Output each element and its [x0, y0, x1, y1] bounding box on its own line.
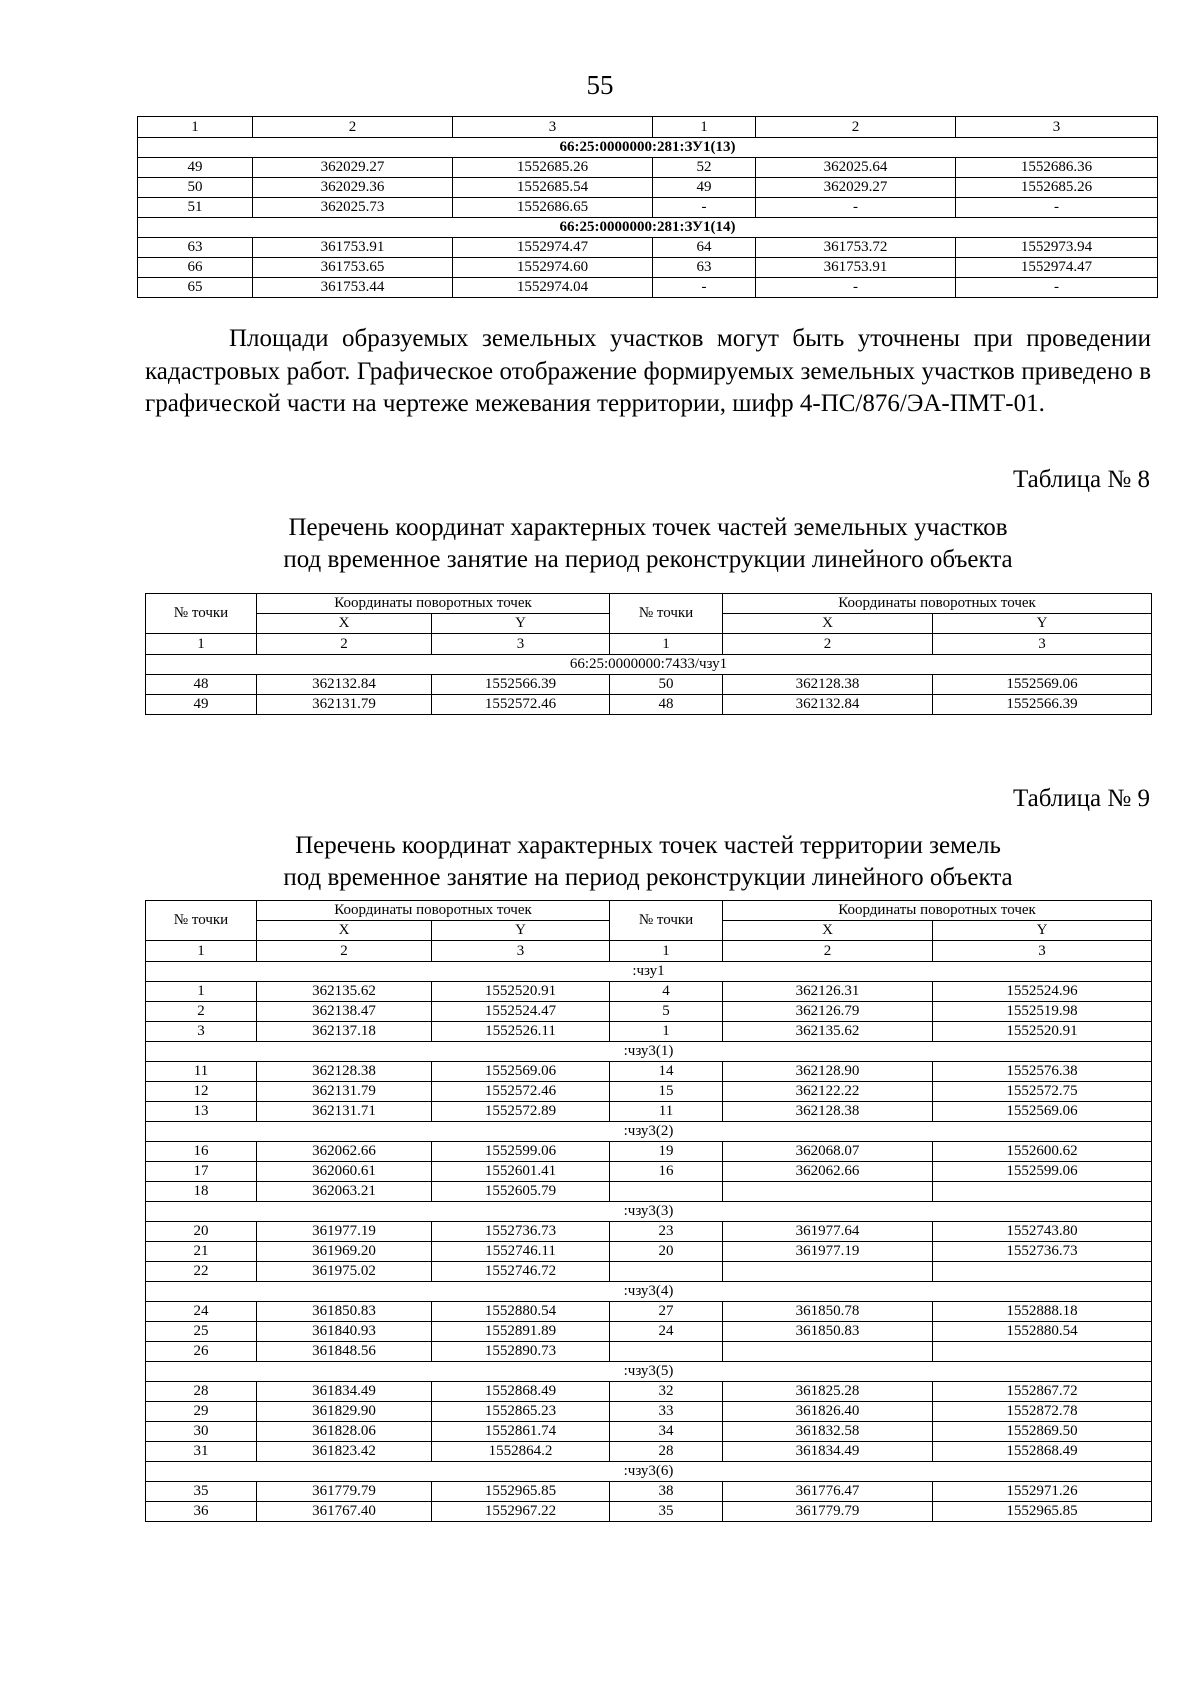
- table-cell: 361850.78: [723, 1302, 933, 1322]
- table-cell: -: [956, 278, 1158, 298]
- areas-note-paragraph: Площади образуемых земельных участков могут быть уточнены при проведении кадастровых работ. Графическое отображение формируемых земельных участков приведено в графической части на чертеже межевания территории, шифр 4-ПС/876/ЭА-ПМТ-01.: [145, 325, 1151, 417]
- table-cell: 27: [610, 1302, 723, 1322]
- table-cell: 1552746.72: [432, 1262, 610, 1282]
- table-cell: 361834.49: [723, 1442, 933, 1462]
- table-cell: [723, 1182, 933, 1202]
- table-cell: 15: [610, 1082, 723, 1102]
- table-row: [146, 1422, 1152, 1442]
- table-cell: 63: [138, 238, 253, 258]
- table-row: [138, 258, 1158, 278]
- table-cell: 1552605.79: [432, 1182, 610, 1202]
- column-number-cell: 3: [432, 634, 610, 655]
- table-cell: 1552974.60: [453, 258, 653, 278]
- table-cell: 1552524.96: [933, 982, 1152, 1002]
- table-cell: -: [756, 198, 956, 218]
- table-8: [145, 593, 1152, 715]
- table-cell: 361829.90: [257, 1402, 432, 1422]
- table-cell: 362138.47: [257, 1002, 432, 1022]
- table-cell: 362126.79: [723, 1002, 933, 1022]
- table-cell: 1552872.78: [933, 1402, 1152, 1422]
- table-cell: 32: [610, 1382, 723, 1402]
- header-coords: Координаты поворотных точек: [723, 901, 1152, 921]
- section-row: [146, 655, 1152, 675]
- table-9: [145, 900, 1152, 1522]
- table-cell: 362062.66: [723, 1162, 933, 1182]
- table-row: [146, 1242, 1152, 1262]
- section-row: [146, 962, 1152, 982]
- column-number-cell: 1: [653, 117, 756, 138]
- table-cell: 362135.62: [257, 982, 432, 1002]
- table-cell: 1552601.41: [432, 1162, 610, 1182]
- table-cell: 361848.56: [257, 1342, 432, 1362]
- section-label: :чзу1: [146, 962, 1152, 982]
- table-row: [138, 198, 1158, 218]
- table-cell: 1552971.26: [933, 1482, 1152, 1502]
- table-cell: 64: [653, 238, 756, 258]
- table-cell: 51: [138, 198, 253, 218]
- table-cell: 362131.79: [257, 1082, 432, 1102]
- table-cell: 18: [146, 1182, 257, 1202]
- table-cell: [933, 1262, 1152, 1282]
- section-row: [146, 1042, 1152, 1062]
- table-cell: 361779.79: [723, 1502, 933, 1522]
- table-cell: 1552974.47: [956, 258, 1158, 278]
- header-y: Y: [933, 614, 1152, 634]
- table-cell: 49: [146, 695, 257, 715]
- table-cell: 50: [138, 178, 253, 198]
- table-cell: 20: [610, 1242, 723, 1262]
- table-row: [146, 1382, 1152, 1402]
- header-x: X: [723, 614, 933, 634]
- table-cell: 5: [610, 1002, 723, 1022]
- table-cell: 50: [610, 675, 723, 695]
- table-cell: 11: [610, 1102, 723, 1122]
- table-cell: 1552869.50: [933, 1422, 1152, 1442]
- table-cell: 1552743.80: [933, 1222, 1152, 1242]
- table-8-title: [145, 512, 1151, 576]
- table-cell: 25: [146, 1322, 257, 1342]
- table-cell: 1552569.06: [933, 675, 1152, 695]
- table-cell: 49: [138, 158, 253, 178]
- table-cell: [610, 1262, 723, 1282]
- table-cell: 1552569.06: [432, 1062, 610, 1082]
- header-x: X: [723, 921, 933, 941]
- table-cell: 361779.79: [257, 1482, 432, 1502]
- table-cell: [610, 1342, 723, 1362]
- table-cell: 14: [610, 1062, 723, 1082]
- table-cell: 30: [146, 1422, 257, 1442]
- column-number-cell: 2: [756, 117, 956, 138]
- table-cell: 361767.40: [257, 1502, 432, 1522]
- table-cell: 1552572.89: [432, 1102, 610, 1122]
- column-number-cell: 3: [453, 117, 653, 138]
- table-cell: [723, 1262, 933, 1282]
- table-cell: 1552868.49: [432, 1382, 610, 1402]
- table-cell: 1552524.47: [432, 1002, 610, 1022]
- table-cell: 1552569.06: [933, 1102, 1152, 1122]
- table-cell: -: [653, 278, 756, 298]
- table-cell: 19: [610, 1142, 723, 1162]
- table-9-number: Таблица № 9: [1012, 785, 1150, 812]
- table-cell: 362137.18: [257, 1022, 432, 1042]
- table-cell: 362025.73: [253, 198, 453, 218]
- header-x: X: [257, 614, 432, 634]
- table-cell: 21: [146, 1242, 257, 1262]
- table-cell: 1552746.11: [432, 1242, 610, 1262]
- table-cell: 1552880.54: [933, 1322, 1152, 1342]
- section-row: [138, 138, 1158, 158]
- table-cell: 1552599.06: [432, 1142, 610, 1162]
- column-number-cell: 1: [146, 941, 257, 962]
- table-row: [138, 178, 1158, 198]
- header-y: Y: [432, 921, 610, 941]
- table-cell: 1552965.85: [432, 1482, 610, 1502]
- table-cell: 1552572.46: [432, 695, 610, 715]
- table-row: [138, 278, 1158, 298]
- header-y: Y: [933, 921, 1152, 941]
- table-cell: 1552566.39: [432, 675, 610, 695]
- table-cell: 1552891.89: [432, 1322, 610, 1342]
- table-cell: 20: [146, 1222, 257, 1242]
- section-label: 66:25:0000000:7433/чзу1: [146, 655, 1152, 675]
- section-row: [146, 1282, 1152, 1302]
- table-row: [146, 1442, 1152, 1462]
- table-cell: 4: [610, 982, 723, 1002]
- header-point: № точки: [610, 901, 723, 941]
- column-number-cell: 3: [933, 941, 1152, 962]
- table-cell: 1552600.62: [933, 1142, 1152, 1162]
- table-cell: 35: [610, 1502, 723, 1522]
- table-cell: 1552520.91: [432, 982, 610, 1002]
- table-cell: 13: [146, 1102, 257, 1122]
- table-cell: 362063.21: [257, 1182, 432, 1202]
- table-row: [146, 695, 1152, 715]
- table-cell: 48: [146, 675, 257, 695]
- section-label: :чзу3(1): [146, 1042, 1152, 1062]
- table-cell: 1552686.36: [956, 158, 1158, 178]
- table-cell: 361977.64: [723, 1222, 933, 1242]
- table-row: [138, 158, 1158, 178]
- column-number-cell: 1: [610, 941, 723, 962]
- table-cell: 49: [653, 178, 756, 198]
- table-cell: 362128.90: [723, 1062, 933, 1082]
- table-cell: 1: [146, 982, 257, 1002]
- table-cell: 361850.83: [723, 1322, 933, 1342]
- column-number-cell: 2: [723, 941, 933, 962]
- table-cell: 362128.38: [723, 1102, 933, 1122]
- table-cell: 362131.71: [257, 1102, 432, 1122]
- table-cell: 52: [653, 158, 756, 178]
- table-cell: 361753.44: [253, 278, 453, 298]
- table-cell: 1552865.23: [432, 1402, 610, 1422]
- table-cell: 1552519.98: [933, 1002, 1152, 1022]
- column-number-cell: 3: [933, 634, 1152, 655]
- table-cell: 362062.66: [257, 1142, 432, 1162]
- table-cell: 362132.84: [723, 695, 933, 715]
- table-row: [146, 1182, 1152, 1202]
- table-cell: 2: [146, 1002, 257, 1022]
- table-cell: 1552599.06: [933, 1162, 1152, 1182]
- table-cell: 28: [610, 1442, 723, 1462]
- column-number-row: [146, 634, 1152, 655]
- table-cell: 34: [610, 1422, 723, 1442]
- table-row: [146, 1342, 1152, 1362]
- table-cell: 38: [610, 1482, 723, 1502]
- table-cell: 362029.36: [253, 178, 453, 198]
- section-label: :чзу3(4): [146, 1282, 1152, 1302]
- table-row: [146, 1302, 1152, 1322]
- table-cell: 362131.79: [257, 695, 432, 715]
- table-cell: 1552888.18: [933, 1302, 1152, 1322]
- table-cell: 362128.38: [723, 675, 933, 695]
- table-cell: 362126.31: [723, 982, 933, 1002]
- table-cell: 16: [610, 1162, 723, 1182]
- column-number-cell: 2: [253, 117, 453, 138]
- table-cell: 11: [146, 1062, 257, 1082]
- table-cell: 1552867.72: [933, 1382, 1152, 1402]
- column-number-row: [138, 117, 1158, 138]
- table-cell: [933, 1342, 1152, 1362]
- column-number-cell: 3: [956, 117, 1158, 138]
- table-cell: 361753.72: [756, 238, 956, 258]
- table-cell: 361753.91: [756, 258, 956, 278]
- header-point: № точки: [610, 594, 723, 634]
- section-row: [146, 1462, 1152, 1482]
- section-label: :чзу3(3): [146, 1202, 1152, 1222]
- table-cell: 362132.84: [257, 675, 432, 695]
- table-cell: 361753.65: [253, 258, 453, 278]
- table-cell: 361828.06: [257, 1422, 432, 1442]
- table-row: [146, 982, 1152, 1002]
- table-8-title-line1: Перечень координат характерных точек частей земельных участков: [288, 514, 1008, 541]
- table-cell: 1552686.65: [453, 198, 653, 218]
- table-cell: 66: [138, 258, 253, 278]
- table-cell: 63: [653, 258, 756, 278]
- column-number-cell: 1: [610, 634, 723, 655]
- page-number: 55: [586, 70, 614, 100]
- table-row: [146, 1022, 1152, 1042]
- table-cell: 362135.62: [723, 1022, 933, 1042]
- table-cell: 362025.64: [756, 158, 956, 178]
- table-cell: 1552967.22: [432, 1502, 610, 1522]
- table-cell: 361753.91: [253, 238, 453, 258]
- table-cell: 16: [146, 1142, 257, 1162]
- table-row: [146, 1082, 1152, 1102]
- table-cell: 362122.22: [723, 1082, 933, 1102]
- table-cell: 23: [610, 1222, 723, 1242]
- table-cell: [933, 1182, 1152, 1202]
- table-cell: 1552868.49: [933, 1442, 1152, 1462]
- table-cell: 48: [610, 695, 723, 715]
- table-cell: 361834.49: [257, 1382, 432, 1402]
- table-cell: 1552864.2: [432, 1442, 610, 1462]
- column-number-row: [146, 941, 1152, 962]
- table-cell: 65: [138, 278, 253, 298]
- column-number-cell: 2: [257, 634, 432, 655]
- section-row: [138, 218, 1158, 238]
- table-cell: [610, 1182, 723, 1202]
- table-cell: 28: [146, 1382, 257, 1402]
- table-row: [146, 1402, 1152, 1422]
- header-coords: Координаты поворотных точек: [257, 901, 610, 921]
- table-cell: 3: [146, 1022, 257, 1042]
- table-cell: 26: [146, 1342, 257, 1362]
- table-cell: 362128.38: [257, 1062, 432, 1082]
- table-cell: 1552736.73: [432, 1222, 610, 1242]
- table-row: [146, 675, 1152, 695]
- column-number-cell: 2: [723, 634, 933, 655]
- table-row: [146, 1322, 1152, 1342]
- table-8-number: Таблица № 8: [1012, 466, 1150, 493]
- table-cell: 1552974.47: [453, 238, 653, 258]
- section-label: 66:25:0000000:281:ЗУ1(13): [138, 138, 1158, 158]
- table-cell: 361825.28: [723, 1382, 933, 1402]
- header-coords: Координаты поворотных точек: [257, 594, 610, 614]
- table-8-title-line2: под временное занятие на период реконструкции линейного объекта: [283, 546, 1013, 573]
- table-cell: 24: [610, 1322, 723, 1342]
- table-cell: 362029.27: [756, 178, 956, 198]
- table-row: [146, 1502, 1152, 1522]
- table-cell: 17: [146, 1162, 257, 1182]
- table-9-title: [145, 830, 1151, 894]
- table-row: [146, 1142, 1152, 1162]
- column-number-cell: 3: [432, 941, 610, 962]
- column-number-cell: 1: [138, 117, 253, 138]
- table-cell: 1552520.91: [933, 1022, 1152, 1042]
- table-cell: 361977.19: [723, 1242, 933, 1262]
- table-cell: 1552685.26: [956, 178, 1158, 198]
- coordinates-table-continued: [137, 116, 1158, 298]
- header-y: Y: [432, 614, 610, 634]
- table-row: [146, 1102, 1152, 1122]
- table-row: [146, 1482, 1152, 1502]
- table-cell: 1552974.04: [453, 278, 653, 298]
- table-cell: -: [756, 278, 956, 298]
- table-cell: 362068.07: [723, 1142, 933, 1162]
- table-cell: 1552526.11: [432, 1022, 610, 1042]
- table-cell: 22: [146, 1262, 257, 1282]
- table-cell: 361826.40: [723, 1402, 933, 1422]
- table-row: [138, 238, 1158, 258]
- header-x: X: [257, 921, 432, 941]
- column-number-cell: 1: [146, 634, 257, 655]
- table-cell: 361840.93: [257, 1322, 432, 1342]
- table-cell: 1552973.94: [956, 238, 1158, 258]
- table-cell: -: [956, 198, 1158, 218]
- table-row: [146, 1062, 1152, 1082]
- header-point: № точки: [146, 594, 257, 634]
- table-row: [146, 1222, 1152, 1242]
- table-cell: 1552736.73: [933, 1242, 1152, 1262]
- table-row: [146, 1262, 1152, 1282]
- table-cell: 1552566.39: [933, 695, 1152, 715]
- table-cell: 33: [610, 1402, 723, 1422]
- table-cell: 35: [146, 1482, 257, 1502]
- table-cell: 1552572.75: [933, 1082, 1152, 1102]
- table-cell: 362029.27: [253, 158, 453, 178]
- table-cell: -: [653, 198, 756, 218]
- table-cell: 1552965.85: [933, 1502, 1152, 1522]
- table-9-title-line1: Перечень координат характерных точек частей территории земель: [295, 832, 1001, 859]
- section-label: :чзу3(6): [146, 1462, 1152, 1482]
- table-cell: 361823.42: [257, 1442, 432, 1462]
- table-cell: 1552572.46: [432, 1082, 610, 1102]
- table-cell: 1552685.26: [453, 158, 653, 178]
- table-cell: 31: [146, 1442, 257, 1462]
- section-row: [146, 1122, 1152, 1142]
- table-cell: [723, 1342, 933, 1362]
- table-cell: 1552861.74: [432, 1422, 610, 1442]
- header-point: № точки: [146, 901, 257, 941]
- table-cell: 1552685.54: [453, 178, 653, 198]
- section-row: [146, 1202, 1152, 1222]
- table-cell: 361832.58: [723, 1422, 933, 1442]
- table-cell: 361850.83: [257, 1302, 432, 1322]
- table-row: [146, 1002, 1152, 1022]
- table-cell: 12: [146, 1082, 257, 1102]
- header-coords: Координаты поворотных точек: [723, 594, 1152, 614]
- section-label: :чзу3(2): [146, 1122, 1152, 1142]
- table-cell: 361969.20: [257, 1242, 432, 1262]
- table-cell: 1552880.54: [432, 1302, 610, 1322]
- table-cell: 1552890.73: [432, 1342, 610, 1362]
- column-number-cell: 2: [257, 941, 432, 962]
- section-row: [146, 1362, 1152, 1382]
- table-cell: 1552576.38: [933, 1062, 1152, 1082]
- section-label: :чзу3(5): [146, 1362, 1152, 1382]
- table-cell: 361977.19: [257, 1222, 432, 1242]
- table-row: [146, 1162, 1152, 1182]
- table-cell: 24: [146, 1302, 257, 1322]
- table-cell: 1: [610, 1022, 723, 1042]
- table-cell: 362060.61: [257, 1162, 432, 1182]
- section-label: 66:25:0000000:281:ЗУ1(14): [138, 218, 1158, 238]
- table-9-title-line2: под временное занятие на период реконструкции линейного объекта: [283, 864, 1013, 891]
- table-cell: 29: [146, 1402, 257, 1422]
- table-cell: 361975.02: [257, 1262, 432, 1282]
- table-cell: 36: [146, 1502, 257, 1522]
- table-cell: 361776.47: [723, 1482, 933, 1502]
